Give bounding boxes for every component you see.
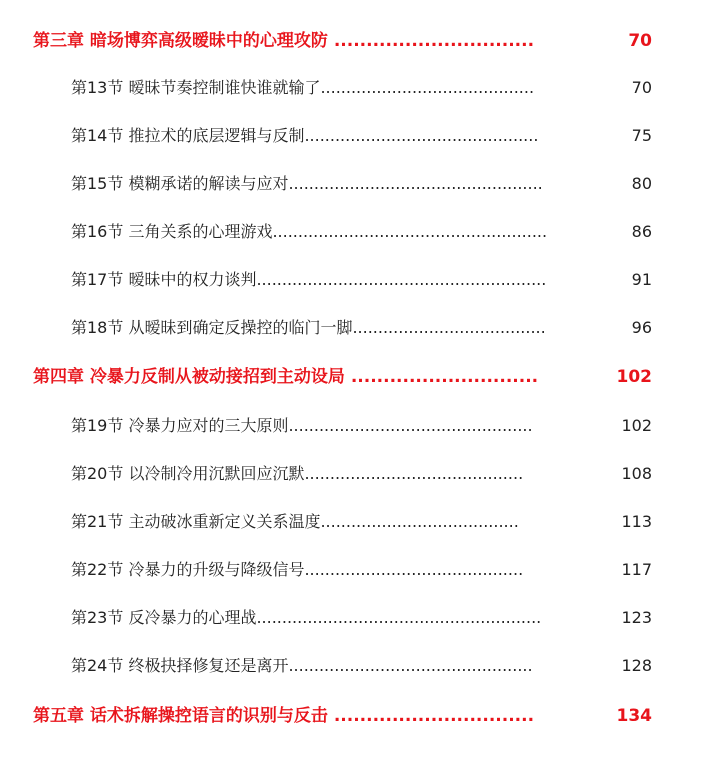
toc-entry-title: 第22节 冷暴力的升级与降级信号........................................... — [71, 560, 524, 579]
toc-page-number: 75 — [631, 126, 652, 145]
toc-section-18[interactable] — [0, 313, 714, 343]
toc-entry-title: 第20节 以冷制冷用沉默回应沉默........................................... — [71, 464, 524, 483]
toc-page-number: 102 — [616, 367, 652, 387]
toc-page-number: 123 — [621, 608, 652, 627]
toc-entry-title: 第17节 暧昧中的权力谈判......................................................... — [71, 270, 547, 289]
toc-entry-title: 第15节 模糊承诺的解读与应对.................................................. — [71, 174, 543, 193]
toc-chapter-4[interactable] — [0, 362, 714, 392]
toc-section-16[interactable] — [0, 217, 714, 247]
toc-section-23[interactable] — [0, 603, 714, 633]
toc-section-13[interactable] — [0, 73, 714, 103]
toc-page-number: 96 — [631, 318, 652, 337]
toc-section-22[interactable] — [0, 555, 714, 585]
toc-entry-title: 第13节 暧昧节奏控制谁快谁就输了.......................................... — [71, 78, 535, 97]
toc-chapter-3[interactable] — [0, 26, 714, 56]
toc-entry-title: 第21节 主动破冰重新定义关系温度....................................... — [71, 512, 519, 531]
toc-section-19[interactable] — [0, 411, 714, 441]
toc-page-number: 91 — [631, 270, 652, 289]
toc-section-21[interactable] — [0, 507, 714, 537]
toc-page-number: 117 — [621, 560, 652, 579]
toc-page-number: 86 — [631, 222, 652, 241]
toc-entry-title: 第四章 冷暴力反制从被动接招到主动设局 ............................. — [33, 367, 539, 387]
toc-entry-title: 第24节 终极抉择修复还是离开................................................ — [71, 656, 533, 675]
toc-page-number: 113 — [621, 512, 652, 531]
toc-entry-title: 第三章 暗场博弈高级暧昧中的心理攻防 ............................... — [33, 31, 535, 51]
toc-chapter-5[interactable] — [0, 701, 714, 731]
toc-entry-title: 第19节 冷暴力应对的三大原则................................................ — [71, 416, 533, 435]
toc-page-number: 70 — [631, 78, 652, 97]
toc-section-14[interactable] — [0, 121, 714, 151]
toc-entry-title: 第五章 话术拆解操控语言的识别与反击 ............................... — [33, 706, 535, 726]
toc-section-17[interactable] — [0, 265, 714, 295]
toc-page-number: 80 — [631, 174, 652, 193]
toc-entry-title: 第18节 从暧昧到确定反操控的临门一脚...................................... — [71, 318, 546, 337]
toc-page-number: 102 — [621, 416, 652, 435]
toc-entry-title: 第23节 反冷暴力的心理战........................................................ — [71, 608, 542, 627]
toc-section-20[interactable] — [0, 459, 714, 489]
toc-entry-title: 第14节 推拉术的底层逻辑与反制.............................................. — [71, 126, 539, 145]
toc-page-number: 70 — [628, 31, 652, 51]
toc-page-number: 128 — [621, 656, 652, 675]
toc-section-24[interactable] — [0, 651, 714, 681]
toc-section-15[interactable] — [0, 169, 714, 199]
toc-entry-title: 第16节 三角关系的心理游戏...................................................... — [71, 222, 548, 241]
toc-page-number: 134 — [616, 706, 652, 726]
toc-page-number: 108 — [621, 464, 652, 483]
